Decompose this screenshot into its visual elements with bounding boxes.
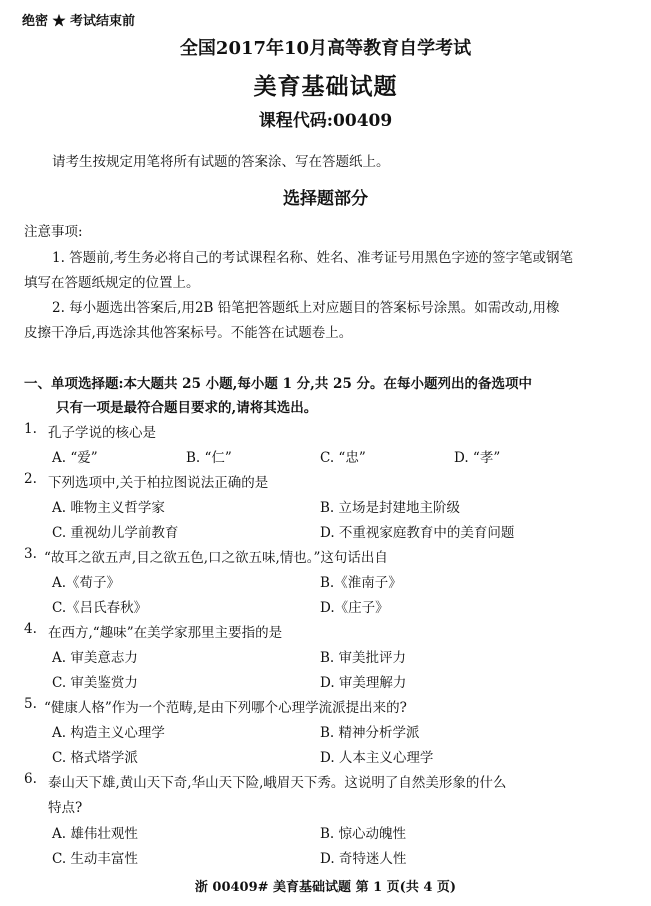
option-c: C. “忠”	[320, 450, 366, 466]
option-a: A. 雄伟壮观性	[52, 826, 138, 842]
option-a: A. 审美意志力	[52, 650, 138, 666]
question-number: 3.	[24, 546, 37, 562]
option-b: B. 审美批评力	[320, 650, 407, 666]
option-a: A. 构造主义心理学	[52, 725, 165, 741]
option-b: B.《淮南子》	[320, 575, 402, 591]
question-text: “健康人格”作为一个范畴,是由下列哪个心理学流派提出来的?	[44, 700, 407, 716]
exam-title: 全国2017年10月高等教育自学考试	[179, 38, 472, 59]
option-a: A. “爱”	[52, 450, 98, 466]
page-footer: 浙 00409# 美育基础试题 第 1 页(共 4 页)	[194, 880, 457, 895]
question-text: “故耳之欲五声,目之欲五色,口之欲五味,情也。”这句话出自	[44, 550, 388, 566]
option-c: C. 格式塔学派	[52, 750, 138, 766]
question-number: 2.	[24, 471, 37, 487]
question-text: 在西方,“趣味”在美学家那里主要指的是	[48, 625, 283, 641]
note-1-line-1: 1. 答题前,考生务必将自己的考试课程名称、姓名、准考证号用黑色字迹的签字笔或钢笔	[52, 250, 573, 266]
option-c: C.《吕氏春秋》	[52, 600, 148, 616]
option-d: D. 审美理解力	[320, 675, 407, 691]
option-a: A. 唯物主义哲学家	[52, 500, 165, 516]
question-number: 4.	[24, 621, 37, 637]
section-title: 选择题部分	[283, 189, 368, 209]
exam-instruction: 请考生按规定用笔将所有试题的答案涂、写在答题纸上。	[52, 154, 390, 170]
question-text: 孔子学说的核心是	[48, 425, 156, 441]
option-a: A.《荀子》	[52, 575, 121, 591]
question-number: 1.	[24, 421, 37, 437]
question-text: 泰山天下雄,黄山天下奇,华山天下险,峨眉天下秀。这说明了自然美形象的什么	[48, 775, 507, 791]
question-text-continued: 特点?	[48, 800, 83, 816]
confidential-mark: 绝密 ★ 考试结束前	[22, 14, 136, 29]
question-number: 5.	[24, 696, 37, 712]
option-b: B. 精神分析学派	[320, 725, 420, 741]
option-b: B. “仁”	[186, 450, 232, 466]
part-1-heading-line-1: 一、单项选择题:本大题共 25 小题,每小题 1 分,共 25 分。在每小题列出的备选项中	[24, 376, 533, 392]
option-d: D.《庄子》	[320, 600, 389, 616]
option-c: C. 重视幼儿学前教育	[52, 525, 179, 541]
notes-heading: 注意事项:	[24, 224, 83, 240]
note-2-line-2: 皮擦干净后,再选涂其他答案标号。不能答在试题卷上。	[24, 325, 353, 341]
option-d: D. 不重视家庭教育中的美育问题	[320, 525, 515, 541]
option-d: D. 奇特迷人性	[320, 851, 407, 867]
question-text: 下列选项中,关于柏拉图说法正确的是	[48, 475, 269, 491]
option-d: D. 人本主义心理学	[320, 750, 434, 766]
note-2-line-1: 2. 每小题选出答案后,用2B 铅笔把答题纸上对应题目的答案标号涂黑。如需改动,用橡	[52, 300, 560, 316]
option-b: B. 惊心动魄性	[320, 826, 407, 842]
subject-title: 美育基础试题	[253, 73, 398, 100]
question-number: 6.	[24, 771, 37, 787]
option-d: D. “孝”	[454, 450, 501, 466]
part-1-heading-line-2: 只有一项是最符合题目要求的,请将其选出。	[56, 400, 318, 416]
note-1-line-2: 填写在答题纸规定的位置上。	[24, 275, 200, 291]
option-b: B. 立场是封建地主阶级	[320, 500, 461, 516]
course-code: 课程代码:00409	[258, 111, 393, 131]
option-c: C. 审美鉴赏力	[52, 675, 138, 691]
option-c: C. 生动丰富性	[52, 851, 138, 867]
